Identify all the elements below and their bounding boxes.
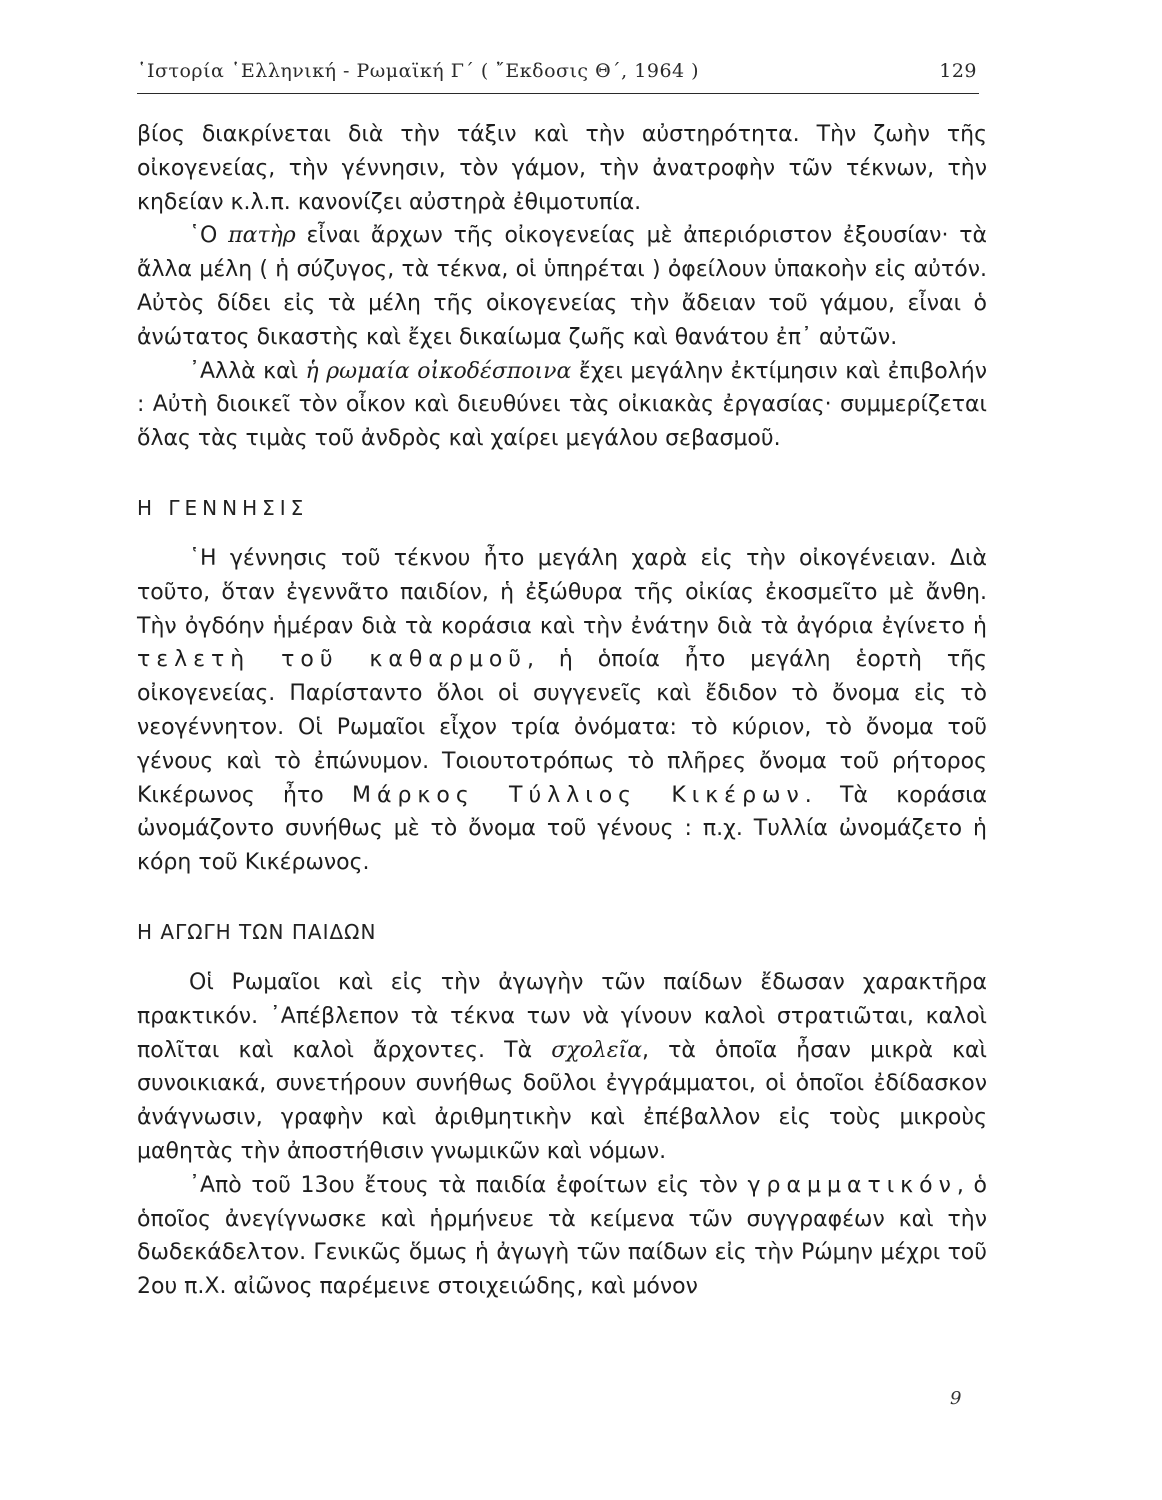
paragraph-grammarian xyxy=(137,1169,987,1304)
text-run: , τὰ ὁποῖα ἦσαν μικρὰ καὶ συνοικιακά, συνετήρουν συνήθως δοῦλοι ἐγγράμματοι, οἱ ὁποῖοι ἐδίδασκον ἀνάγνωσιν, γραφὴν καὶ ἀριθμητικὴν καὶ ἐπέβαλλον εἰς τοὺς μικροὺς μαθητὰς τὴν ἀποστήθισιν γνωμικῶν καὶ νόμων. xyxy=(137,1037,988,1164)
section-heading-education: Η ΑΓΩΓΗ ΤΩΝ ΠΑΙΔΩΝ xyxy=(137,919,377,944)
signature-mark: 9 xyxy=(950,1388,962,1409)
paragraph-mother xyxy=(137,355,987,456)
text-run: . Τὰ κοράσια ὠνομάζοντο συνήθως μὲ τὸ ὄνομα τοῦ γένους : π.χ. Τυλλία ὠνομάζετο ἡ κόρη τοῦ Κικέρωνος. xyxy=(137,782,988,876)
paragraph-intro: βίος διακρίνεται διὰ τὴν τάξιν καὶ τὴν αὐστηρότητα. Τὴν ζωὴν τῆς οἰκογενείας, τὴν γέννησιν, τὸν γάμον, τὴν ἀνατροφὴν τῶν τέκνων, τὴν κηδείαν κ.λ.π. κανονίζει αὐστηρὰ ἐθιμοτυπία. xyxy=(137,122,987,215)
header-rule xyxy=(137,93,979,94)
emphasis-father: πατὴρ xyxy=(228,223,296,249)
paragraph-father xyxy=(137,219,987,354)
running-title: ῾Ιστορία ῾Ελληνική - Ρωμαϊκή Γ΄ ( ῎Εκδοσις Θ΄, 1964 ) xyxy=(137,60,700,82)
page-number: 129 xyxy=(939,60,977,82)
emphasis-schools: σχολεῖα xyxy=(551,1037,643,1063)
section-heading-birth: Η ΓΕΝΝΗΣΙΣ xyxy=(137,495,309,520)
text-run: , ὁ ὁποῖος ἀνεγίγνωσκε καὶ ἡρμήνευε τὰ κείμενα τῶν συγγραφέων καὶ τὴν δωδεκάδελτον. Γενικῶς ὅμως ἡ ἀγωγὴ τῶν παίδων εἰς τὴν Ρώμην μέχρι τοῦ 2ου π.Χ. αἰῶνος παρέμεινε στοιχειώδης, καὶ μόνον xyxy=(137,1172,987,1300)
emphasis-housewife: ἡ ρωμαία οἰκοδέσποινα xyxy=(305,358,572,384)
spaced-term-ceremony: τελετὴ τοῦ καθαρμοῦ xyxy=(137,647,528,673)
text-run: ᾽Απὸ τοῦ 13ου ἔτους τὰ παιδία ἐφοίτων εἰς τὸν xyxy=(189,1172,748,1198)
spaced-term-grammarian: γραμματικόν xyxy=(747,1172,957,1198)
text-run: ῾Ο xyxy=(189,223,229,249)
text-run: ἔχει μεγάλην ἐκτίμησιν καὶ ἐπιβολήν : Αὐτὴ διοικεῖ τὸν οἶκον καὶ διευθύνει τὰς οἰκιακὰς ἐργασίας· συμμερίζεται ὅλας τὰς τιμὰς τοῦ ἀνδρὸς καὶ χαίρει μεγάλου σεβασμοῦ. xyxy=(137,358,987,452)
text-run: , ἡ ὁποία ἦτο μεγάλη ἑορτὴ τῆς οἰκογενείας. Παρίσταντο ὅλοι οἱ συγγενεῖς καὶ ἔδιδον τὸ ὄνομα εἰς τὸ νεογέννητον. Οἱ Ρωμαῖοι εἶχον τρία ὀνόματα: τὸ κύριον, τὸ ὄνομα τοῦ γένους καὶ τὸ ἐπώνυμον. Τοιουτοτρόπως τὸ πλῆρες ὄνομα τοῦ ρήτορος Κικέρωνος ἦτο xyxy=(137,647,987,808)
paragraph-birth xyxy=(137,542,987,880)
text-run: Οἱ Ρωμαῖοι καὶ εἰς τὴν ἀγωγὴν τῶν παίδων ἔδωσαν χαρακτῆρα πρακτικόν. ᾽Απέβλεπον τὰ τέκνα των νὰ γίνουν καλοὶ στρατιῶται, καλοὶ πολῖται καὶ καλοὶ ἄρχοντες. Τὰ xyxy=(137,969,987,1063)
text-run: ῾Η γέννησις τοῦ τέκνου ἦτο μεγάλη χαρὰ εἰς τὴν οἰκογένειαν. Διὰ τοῦτο, ὅταν ἐγεννᾶτο παιδίον, ἡ ἐξώθυρα τῆς οἰκίας ἐκοσμεῖτο μὲ ἄνθη. Τὴν ὀγδόην ἡμέραν διὰ τὰ κοράσια καὶ τὴν ἐνάτην διὰ τὰ ἀγόρια ἐγίνετο ἡ xyxy=(137,545,987,639)
page-body xyxy=(137,118,987,1304)
running-header xyxy=(137,60,977,82)
text-run: ᾽Αλλὰ καὶ xyxy=(189,358,306,384)
spaced-term-name: Μάρκος Τύλλιος Κικέρων xyxy=(351,782,805,808)
text-run: εἶναι ἄρχων τῆς οἰκογενείας μὲ ἀπεριόριστον ἐξουσίαν· τὰ ἄλλα μέλη ( ἡ σύζυγος, τὰ τέκνα, οἱ ὑπηρέται ) ὀφείλουν ὑπακοὴν εἰς αὐτόν. Αὐτὸς δίδει εἰς τὰ μέλη τῆς οἰκογενείας τὴν ἄδειαν τοῦ γάμου, εἶναι ὁ ἀνώτατος δικαστὴς καὶ ἔχει δικαίωμα ζωῆς καὶ θανάτου ἐπ᾽ αὐτῶν. xyxy=(137,223,988,350)
paragraph-education xyxy=(137,966,987,1169)
